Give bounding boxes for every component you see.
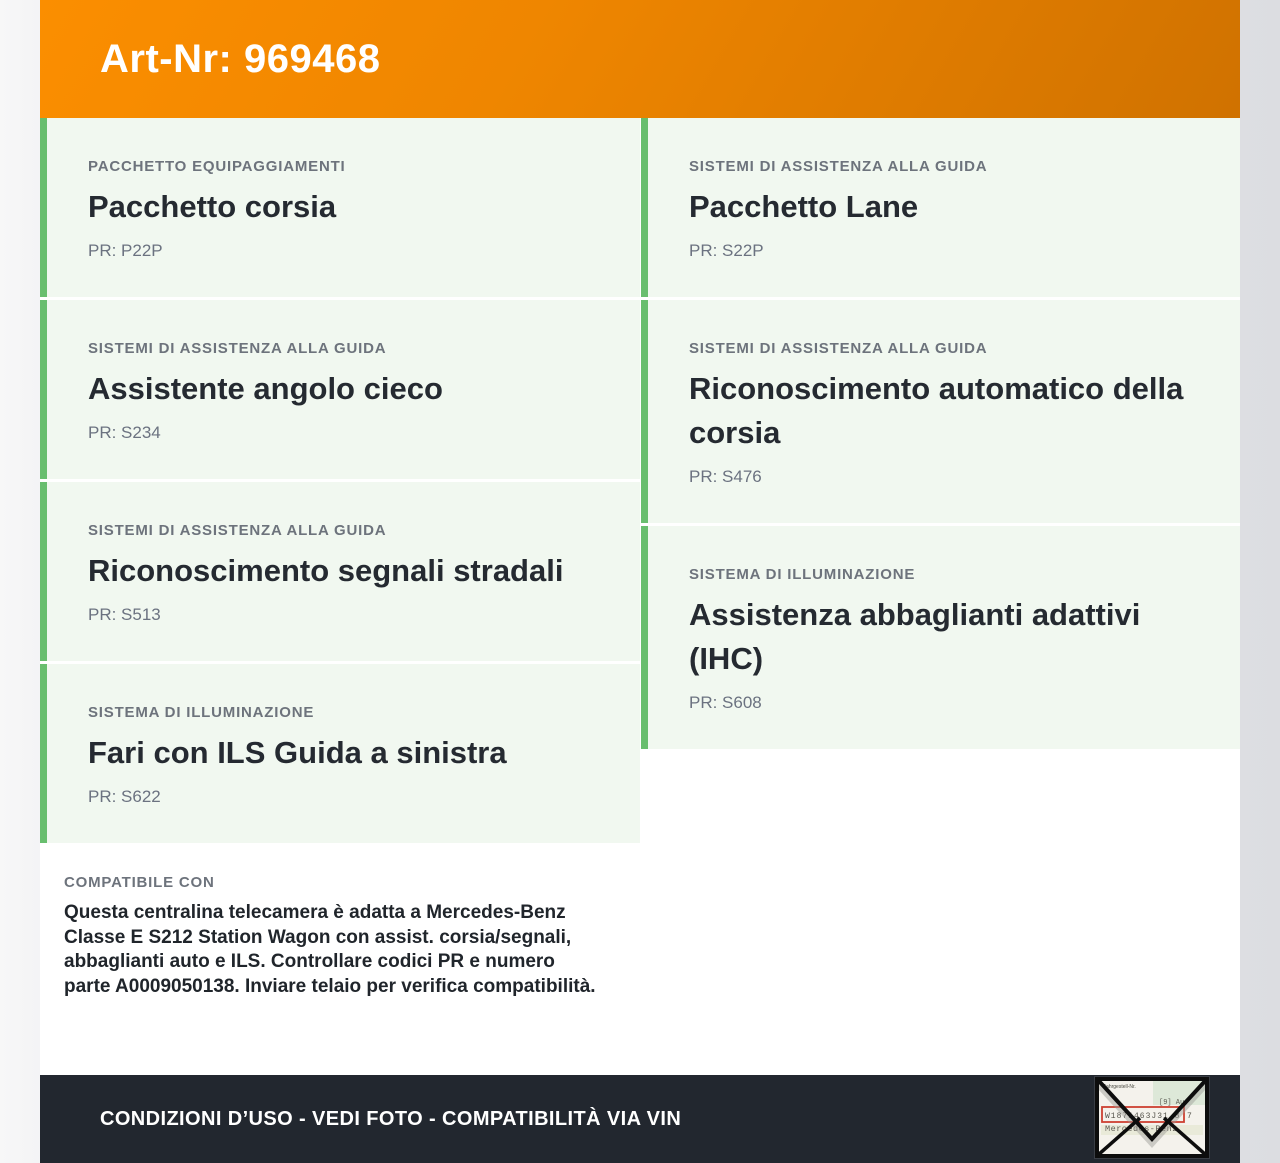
compatibility-label: COMPATIBILE CON: [64, 874, 215, 891]
article-header: [40, 0, 1240, 118]
card-pr-code: PR: S234: [88, 423, 161, 442]
compatibility-card: [40, 846, 640, 1036]
equipment-card-riconoscimento-segnali: [40, 482, 640, 661]
article-number-title: Art-Nr: 969468: [100, 36, 381, 81]
card-title: Pacchetto Lane: [689, 189, 919, 224]
card-pr-code: PR: S608: [689, 693, 762, 712]
card-category-label: PACCHETTO EQUIPAGGIAMENTI: [88, 158, 346, 175]
equipment-card-riconoscimento-automatico: [641, 300, 1240, 523]
card-title: Riconoscimento segnali stradali: [88, 553, 564, 588]
conditions-footer-text: CONDIZIONI D’USO - VEDI FOTO - COMPATIBILITÀ VIA VIN: [100, 1107, 682, 1130]
vin-text: W1871463J31 8: [1105, 1112, 1181, 1121]
conditions-footer-bar: [40, 1075, 1240, 1163]
card-title: Pacchetto corsia: [88, 189, 337, 224]
equipment-card-pacchetto-lane: [641, 118, 1240, 297]
registration-document-envelope-image: [1095, 1077, 1209, 1158]
card-category-label: SISTEMI DI ASSISTENZA ALLA GUIDA: [88, 522, 387, 539]
card-category-label: SISTEMA DI ILLUMINAZIONE: [689, 566, 916, 583]
equipment-card-assistente-angolo-cieco: [40, 300, 640, 479]
card-category-label: SISTEMI DI ASSISTENZA ALLA GUIDA: [88, 340, 387, 357]
equipment-cards-area: [40, 118, 1240, 1075]
card-pr-code: PR: S622: [88, 787, 161, 806]
card-pr-code: PR: P22P: [88, 241, 163, 260]
compatibility-text: Questa centralina telecamera è adatta a Mercedes-Benz Classe E S212 Station Wagon con assist. corsia/segnali, abbaglianti auto e ILS. Controllare codici PR e numero parte A0009050138. Inviare telaio per verifica compatibilità.: [64, 902, 596, 997]
card-category-label: SISTEMI DI ASSISTENZA ALLA GUIDA: [689, 340, 988, 357]
product-description-page: [40, 0, 1240, 1163]
card-pr-code: PR: S476: [689, 467, 762, 486]
card-title: Assistenza abbaglianti adattivi (IHC): [689, 597, 1141, 676]
card-title: Fari con ILS Guida a sinistra: [88, 735, 507, 770]
card-title: Assistente angolo cieco: [88, 371, 443, 406]
doc-line-above-text: [9] Auf: [1159, 1099, 1189, 1107]
card-title: Riconoscimento automatico della corsia: [689, 371, 1184, 450]
card-category-label: SISTEMA DI ILLUMINAZIONE: [88, 704, 315, 721]
card-category-label: SISTEMI DI ASSISTENZA ALLA GUIDA: [689, 158, 988, 175]
brand-text: Mercedes-Benz: [1105, 1124, 1178, 1134]
equipment-column-right: [640, 118, 1240, 1036]
card-pr-code: PR: S22P: [689, 241, 764, 260]
equipment-card-fari-ils: [40, 664, 640, 843]
equipment-card-assistenza-abbaglianti: [641, 526, 1240, 749]
equipment-card-pacchetto-corsia: [40, 118, 640, 297]
card-pr-code: PR: S513: [88, 605, 161, 624]
envelope-over-document-icon: [1095, 1077, 1209, 1158]
vin-suffix-text: 7: [1187, 1112, 1192, 1121]
equipment-column-left: [40, 118, 640, 1036]
doc-label-text: Fahrgestell-Nr.: [1103, 1084, 1136, 1090]
